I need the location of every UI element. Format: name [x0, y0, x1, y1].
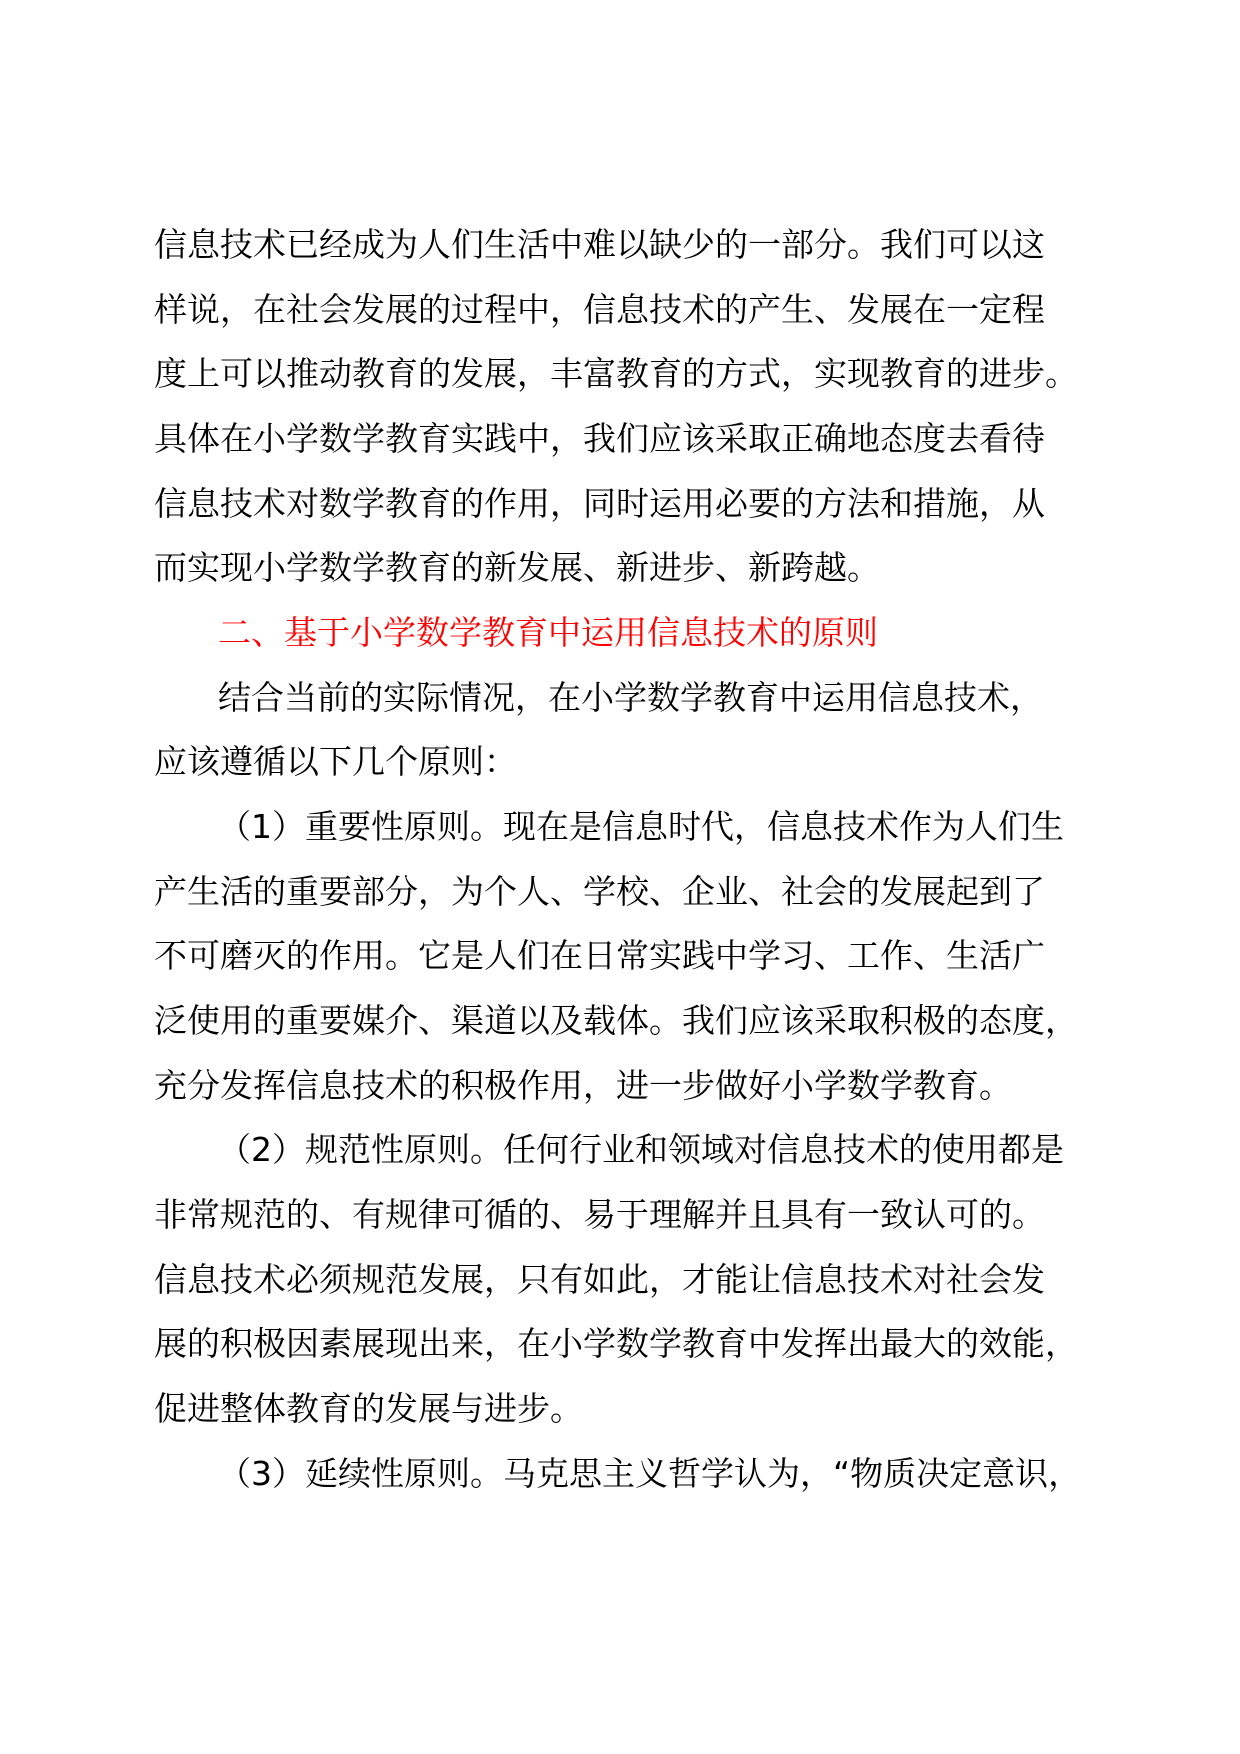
- paragraph-4-line-1: （2）规范性原则。任何行业和领域对信息技术的使用都是: [218, 1130, 1064, 1169]
- paragraph-4-line-3: 信息技术必须规范发展，只有如此，才能让信息技术对社会发: [154, 1260, 1045, 1299]
- paragraph-1-line-4: 具体在小学数学教育实践中，我们应该采取正确地态度去看待: [154, 419, 1045, 458]
- paragraph-1-line-3: 度上可以推动教育的发展，丰富教育的方式，实现教育的进步。: [154, 354, 1078, 393]
- paragraph-1-line-5: 信息技术对数学教育的作用，同时运用必要的方法和措施，从: [154, 484, 1045, 523]
- paragraph-3-line-2: 产生活的重要部分，为个人、学校、企业、社会的发展起到了: [154, 872, 1045, 911]
- paragraph-3-line-4: 泛使用的重要媒介、渠道以及载体。我们应该采取积极的态度，: [154, 1001, 1078, 1040]
- paragraph-1-line-1: 信息技术已经成为人们生活中难以缺少的一部分。我们可以这: [154, 225, 1045, 264]
- paragraph-2-line-1: 结合当前的实际情况，在小学数学教育中运用信息技术，: [218, 678, 1043, 717]
- paragraph-2-line-2: 应该遵循以下几个原则：: [154, 742, 517, 781]
- paragraph-4-line-5: 促进整体教育的发展与进步。: [154, 1389, 583, 1428]
- paragraph-1-line-6: 而实现小学数学教育的新发展、新进步、新跨越。: [154, 548, 880, 587]
- paragraph-3-line-3: 不可磨灭的作用。它是人们在日常实践中学习、工作、生活广: [154, 936, 1045, 975]
- paragraph-4-line-2: 非常规范的、有规律可循的、易于理解并且具有一致认可的。: [154, 1195, 1045, 1234]
- paragraph-3-line-1: （1）重要性原则。现在是信息时代，信息技术作为人们生: [218, 807, 1064, 846]
- paragraph-1-line-2: 样说，在社会发展的过程中，信息技术的产生、发展在一定程: [154, 290, 1045, 329]
- paragraph-3-line-5: 充分发挥信息技术的积极作用，进一步做好小学数学教育。: [154, 1066, 1012, 1105]
- section-heading: 二、基于小学数学教育中运用信息技术的原则: [218, 613, 878, 652]
- paragraph-5-line-1: （3）延续性原则。马克思主义哲学认为，“物质决定意识，: [218, 1454, 1082, 1493]
- paragraph-4-line-4: 展的积极因素展现出来，在小学数学教育中发挥出最大的效能，: [154, 1324, 1078, 1363]
